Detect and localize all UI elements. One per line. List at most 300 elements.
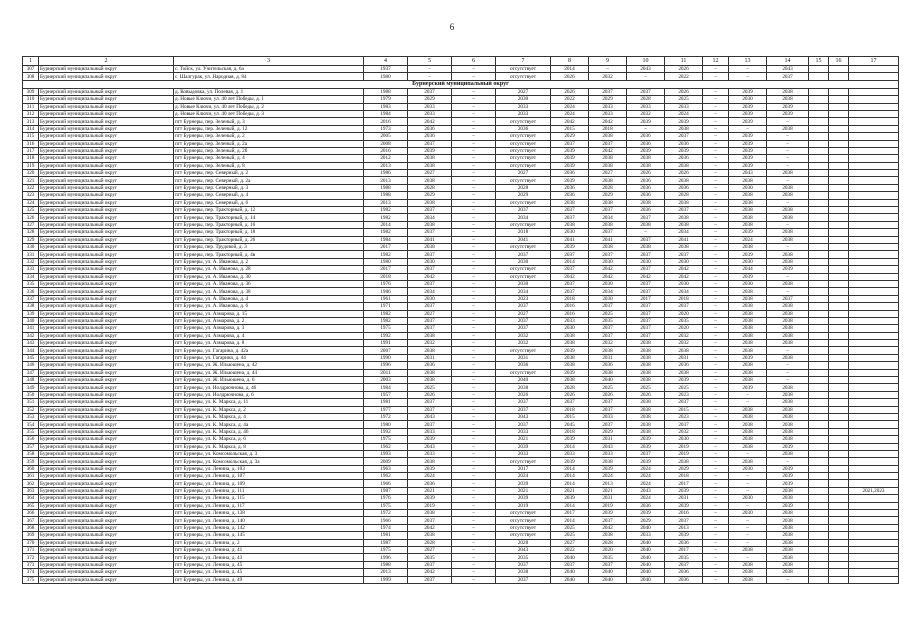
table-cell: 2034 xyxy=(665,288,703,295)
table-row xyxy=(23,88,899,95)
table-cell: 2033 xyxy=(408,103,452,110)
table-cell xyxy=(809,133,829,140)
table-cell: 1966 xyxy=(364,517,408,524)
table-cell: пгт Бурнеры, пер. Северный, д. 2 xyxy=(174,170,364,177)
table-cell xyxy=(809,236,829,243)
table-cell xyxy=(829,354,849,361)
table-row xyxy=(23,133,899,140)
table-cell: 2038 xyxy=(408,532,452,539)
table-cell: – xyxy=(703,340,729,347)
table-cell: 2038 xyxy=(627,340,665,347)
table-cell: 2027 xyxy=(408,170,452,177)
table-cell: 2023 xyxy=(496,295,551,302)
table-cell: Бурнерский муниципальный округ xyxy=(39,184,174,191)
table-cell: 2026 xyxy=(627,391,665,398)
table-cell: 2038 xyxy=(767,524,809,531)
table-cell xyxy=(849,133,899,140)
table-cell xyxy=(829,443,849,450)
table-cell: Бурнерский муниципальный округ xyxy=(39,450,174,457)
table-cell: Бурнерский муниципальный округ xyxy=(39,162,174,169)
table-cell xyxy=(829,450,849,457)
table-cell: 1980 xyxy=(364,73,408,80)
table-cell: 357 xyxy=(23,443,39,450)
table-cell: 2038 xyxy=(627,369,665,376)
table-cell: – xyxy=(703,177,729,184)
table-cell: пгт Бурнеры, ул. Иолдрючнова, д. 46 xyxy=(174,384,364,391)
table-cell: 2038 xyxy=(551,199,589,206)
table-cell: 2031 xyxy=(665,354,703,361)
table-cell: 2028 xyxy=(589,184,627,191)
table-cell xyxy=(809,273,829,280)
table-cell: 2042 xyxy=(408,524,452,531)
table-cell: 2035 xyxy=(496,554,551,561)
table-cell xyxy=(809,162,829,169)
table-cell xyxy=(809,399,829,406)
table-cell: – xyxy=(767,243,809,250)
table-cell: 2034 xyxy=(408,288,452,295)
table-cell: 349 xyxy=(23,384,39,391)
table-cell: 2037 xyxy=(665,517,703,524)
table-cell: – xyxy=(703,170,729,177)
table-cell xyxy=(849,547,899,554)
table-cell: 1992 xyxy=(364,332,408,339)
table-cell xyxy=(809,243,829,250)
table-cell: – xyxy=(452,317,496,324)
table-cell: пгт Бурнеры, ул. Ж. Ильюшена, д. 42 xyxy=(174,362,364,369)
table-cell: 2038 xyxy=(767,207,809,214)
table-row xyxy=(23,510,899,517)
table-cell: 311 xyxy=(23,103,39,110)
table-cell: 2007 xyxy=(364,347,408,354)
table-cell: 2038 xyxy=(729,377,767,384)
table-cell: 2037 xyxy=(665,251,703,258)
table-cell: 2037 xyxy=(551,266,589,273)
table-cell: отсутствует xyxy=(496,221,551,228)
table-cell: 2032 xyxy=(496,340,551,347)
table-cell: – xyxy=(703,258,729,265)
table-cell xyxy=(809,155,829,162)
table-cell: – xyxy=(703,569,729,576)
table-cell: 2037 xyxy=(627,303,665,310)
table-cell: 2031 xyxy=(589,354,627,361)
table-cell: пгт Бурнеры, пер. Тракторный, д. 12 xyxy=(174,207,364,214)
table-cell: 353 xyxy=(23,413,39,420)
table-cell: 2038 xyxy=(589,155,627,162)
table-cell: – xyxy=(703,576,729,583)
table-cell: – xyxy=(452,199,496,206)
table-cell: 2036 xyxy=(665,569,703,576)
table-cell: 2038 xyxy=(408,243,452,250)
table-cell xyxy=(809,207,829,214)
table-cell: 2032 xyxy=(665,340,703,347)
table-cell: пгт Бурнеры, ул. Ленина, д. 109 xyxy=(174,480,364,487)
table-cell: – xyxy=(703,547,729,554)
table-cell: – xyxy=(703,118,729,125)
table-cell: 2037 xyxy=(627,325,665,332)
table-cell xyxy=(809,458,829,465)
table-cell xyxy=(849,214,899,221)
table-cell xyxy=(829,487,849,494)
table-cell: 1996 xyxy=(364,554,408,561)
table-cell xyxy=(849,147,899,154)
table-cell: 2025 xyxy=(551,532,589,539)
table-cell: 363 xyxy=(23,487,39,494)
table-cell: 2037 xyxy=(589,406,627,413)
table-cell xyxy=(849,303,899,310)
table-cell: 2012 xyxy=(364,155,408,162)
table-cell: 2037 xyxy=(408,421,452,428)
table-cell: 2037 xyxy=(627,288,665,295)
table-cell: 2033 xyxy=(589,110,627,117)
table-cell: отсутствует xyxy=(496,118,551,125)
table-row xyxy=(23,384,899,391)
table-cell: 2038 xyxy=(729,214,767,221)
table-cell xyxy=(849,184,899,191)
table-cell: – xyxy=(452,125,496,132)
table-cell: 2039 xyxy=(496,495,551,502)
table-cell: 2037 xyxy=(589,303,627,310)
table-cell: – xyxy=(452,207,496,214)
table-cell: – xyxy=(703,88,729,95)
table-cell: – xyxy=(452,66,496,73)
table-cell: 343 xyxy=(23,340,39,347)
table-cell: 2016 xyxy=(364,147,408,154)
table-cell xyxy=(849,436,899,443)
housing-table xyxy=(22,56,899,584)
table-cell: 2028 xyxy=(627,96,665,103)
header-row xyxy=(23,57,899,66)
table-cell: Бурнерский муниципальный округ xyxy=(39,569,174,576)
table-cell: 2038 xyxy=(589,243,627,250)
table-cell: 2027 xyxy=(408,310,452,317)
table-cell: 318 xyxy=(23,155,39,162)
table-cell: – xyxy=(627,229,665,236)
table-cell xyxy=(849,532,899,539)
table-cell: пгт Бурнеры, ул. Ленина, д. 41 xyxy=(174,547,364,554)
table-cell: пгт Бурнеры, ул. Ленина, д. 117 xyxy=(174,502,364,509)
table-cell: 2033 xyxy=(627,532,665,539)
table-cell: 1990 xyxy=(364,354,408,361)
table-cell xyxy=(829,413,849,420)
table-cell: 2030 xyxy=(589,258,627,265)
table-cell: Бурнерский муниципальный округ xyxy=(39,303,174,310)
table-cell: 1972 xyxy=(364,510,408,517)
table-cell: 2037 xyxy=(665,133,703,140)
table-cell xyxy=(829,155,849,162)
table-cell: 2014 xyxy=(551,473,589,480)
table-row xyxy=(23,258,899,265)
table-cell xyxy=(829,199,849,206)
table-cell: – xyxy=(452,133,496,140)
table-cell: 2038 xyxy=(729,362,767,369)
table-cell: 6 xyxy=(452,57,496,66)
table-cell: 2038 xyxy=(729,436,767,443)
table-cell: 1972 xyxy=(364,413,408,420)
table-cell: 2030 xyxy=(589,295,627,302)
table-row xyxy=(23,288,899,295)
table-cell xyxy=(849,177,899,184)
table-row xyxy=(23,310,899,317)
table-cell: 2037 xyxy=(551,140,589,147)
table-cell xyxy=(829,317,849,324)
table-cell: 2038 xyxy=(729,569,767,576)
table-cell: пгт Бурнеры, ул. Ленина, д. 111 xyxy=(174,487,364,494)
table-cell: – xyxy=(767,458,809,465)
table-cell: – xyxy=(729,399,767,406)
table-cell: пгт Бурнеры, пер. Зеленый, д. 3 xyxy=(174,118,364,125)
table-cell: 2030 xyxy=(665,280,703,287)
table-cell: пгт Бурнеры, ул. Комсомольская, д. 3а xyxy=(174,458,364,465)
table-row xyxy=(23,569,899,576)
table-cell: Бурнерский муниципальный округ xyxy=(39,413,174,420)
table-cell xyxy=(809,443,829,450)
table-cell: 2038 xyxy=(767,569,809,576)
table-cell xyxy=(809,118,829,125)
table-cell: – xyxy=(729,73,767,80)
table-cell: 2040 xyxy=(496,377,551,384)
table-cell: 1962 xyxy=(364,473,408,480)
table-cell: Бурнерский муниципальный округ xyxy=(39,399,174,406)
table-cell xyxy=(849,273,899,280)
table-cell: – xyxy=(589,66,627,73)
table-cell xyxy=(849,362,899,369)
table-cell: 1961 xyxy=(364,295,408,302)
table-cell: – xyxy=(452,428,496,435)
table-cell: 2037 xyxy=(589,399,627,406)
table-cell: 2038 xyxy=(729,340,767,347)
table-cell: 360 xyxy=(23,465,39,472)
table-cell: 2037 xyxy=(589,332,627,339)
table-cell: – xyxy=(703,96,729,103)
table-cell: 2021 xyxy=(551,487,589,494)
table-cell: 2037 xyxy=(551,288,589,295)
table-cell: пгт Бурнеры, ул. К. Маркса, д. 2 xyxy=(174,406,364,413)
table-cell xyxy=(829,406,849,413)
table-cell: Бурнерский муниципальный округ xyxy=(39,547,174,554)
table-cell xyxy=(829,303,849,310)
table-cell: – xyxy=(767,133,809,140)
table-cell: 2030 xyxy=(496,280,551,287)
table-cell xyxy=(829,325,849,332)
table-cell: 2003 xyxy=(364,377,408,384)
table-cell: пгт Бурнеры, ул. Азмарова, д. 4 xyxy=(174,332,364,339)
table-cell: 2038 xyxy=(729,443,767,450)
table-cell: – xyxy=(703,487,729,494)
table-cell: 2038 xyxy=(767,510,809,517)
table-cell xyxy=(849,340,899,347)
table-cell: 2042 xyxy=(589,118,627,125)
table-cell: пгт Бурнеры, ул. Ленина, д. 43 xyxy=(174,554,364,561)
table-cell: 2029 xyxy=(551,133,589,140)
table-cell: 2038 xyxy=(767,96,809,103)
table-cell: 326 xyxy=(23,214,39,221)
table-cell: – xyxy=(408,73,452,80)
table-cell: пгт Бурнеры, ул. А. Иванова, д. 4 xyxy=(174,295,364,302)
table-cell: – xyxy=(703,561,729,568)
table-cell: 2018 xyxy=(496,229,551,236)
table-cell: пгт Бурнеры, ул. Азмарова, д. 15 xyxy=(174,310,364,317)
table-cell: Бурнерский муниципальный округ xyxy=(39,325,174,332)
table-cell: 2032 xyxy=(665,332,703,339)
table-cell: 2033 xyxy=(627,103,665,110)
table-cell: 2038 xyxy=(767,547,809,554)
table-cell: пгт Бурнеры, пер. Тракторный, д. 14 xyxy=(174,214,364,221)
table-cell: 2009 xyxy=(364,458,408,465)
table-cell: 1984 xyxy=(364,236,408,243)
table-cell: 2038 xyxy=(767,192,809,199)
table-cell: – xyxy=(767,362,809,369)
table-cell: 2036 xyxy=(408,480,452,487)
table-cell: 13 xyxy=(729,57,767,66)
table-cell: 2037 xyxy=(408,229,452,236)
table-cell: 2018 xyxy=(589,125,627,132)
table-cell: 2017 xyxy=(551,510,589,517)
table-cell: пгт Бурнеры, пер. Северный, д. 3 xyxy=(174,184,364,191)
table-cell xyxy=(849,325,899,332)
table-cell xyxy=(809,421,829,428)
table-cell: 2023 xyxy=(665,413,703,420)
table-cell: 11 xyxy=(665,57,703,66)
table-cell: – xyxy=(452,443,496,450)
table-cell xyxy=(849,110,899,117)
table-cell: – xyxy=(767,273,809,280)
table-cell xyxy=(849,465,899,472)
table-cell: 2030 xyxy=(665,436,703,443)
table-cell: 1981 xyxy=(364,532,408,539)
table-cell: 2039 xyxy=(767,110,809,117)
table-row xyxy=(23,266,899,273)
table-cell: 2019 xyxy=(665,443,703,450)
table-cell: 2038 xyxy=(627,377,665,384)
table-cell: 10 xyxy=(627,57,665,66)
table-cell: 2037 xyxy=(496,406,551,413)
table-cell: 2027 xyxy=(408,547,452,554)
table-row xyxy=(23,332,899,339)
table-cell: 2039 xyxy=(729,110,767,117)
table-cell: 1984 xyxy=(364,384,408,391)
table-cell: 2034 xyxy=(589,288,627,295)
table-cell: – xyxy=(703,295,729,302)
table-cell: 2029 xyxy=(496,192,551,199)
table-cell: – xyxy=(703,162,729,169)
table-cell: 2020 xyxy=(665,325,703,332)
table-cell: – xyxy=(703,495,729,502)
table-cell: 2037 xyxy=(496,399,551,406)
table-cell: 2039 xyxy=(627,147,665,154)
table-cell: – xyxy=(452,413,496,420)
table-row xyxy=(23,458,899,465)
table-cell: 2038 xyxy=(767,532,809,539)
table-cell xyxy=(849,539,899,546)
table-cell: 2037 xyxy=(551,207,589,214)
table-cell: 2036 xyxy=(627,502,665,509)
table-cell: 2043 xyxy=(496,413,551,420)
table-cell: пгт Бурнеры, ул. Комсомольская, д. 3 xyxy=(174,450,364,457)
table-cell: д. Ковыдовка, ул. Полевая, д. 1 xyxy=(174,88,364,95)
table-cell xyxy=(849,421,899,428)
table-cell: – xyxy=(452,155,496,162)
table-row xyxy=(23,495,899,502)
table-cell xyxy=(809,384,829,391)
table-cell: – xyxy=(767,162,809,169)
table-row xyxy=(23,413,899,420)
table-cell: 2040 xyxy=(589,576,627,583)
table-cell: 2014 xyxy=(364,221,408,228)
table-cell: 1974 xyxy=(364,524,408,531)
table-row xyxy=(23,443,899,450)
table-cell: Бурнерский муниципальный округ xyxy=(39,340,174,347)
table-cell: 2008 xyxy=(364,140,408,147)
table-cell: 2026 xyxy=(551,73,589,80)
table-cell xyxy=(809,547,829,554)
table-cell: 2038 xyxy=(767,251,809,258)
table-cell: – xyxy=(452,384,496,391)
table-cell xyxy=(829,561,849,568)
table-cell: 347 xyxy=(23,369,39,376)
table-cell: Бурнерский муниципальный округ xyxy=(39,295,174,302)
table-cell: 344 xyxy=(23,347,39,354)
table-cell: 2033 xyxy=(665,103,703,110)
table-cell: – xyxy=(703,317,729,324)
table-cell: 2038 xyxy=(665,125,703,132)
table-row xyxy=(23,243,899,250)
table-cell xyxy=(809,295,829,302)
table-cell: 2038 xyxy=(589,458,627,465)
table-cell: 2026 xyxy=(589,391,627,398)
table-cell: – xyxy=(452,532,496,539)
table-cell: 2039 xyxy=(729,162,767,169)
table-cell xyxy=(809,377,829,384)
table-cell: пгт Бурнеры, ул. К. Маркса, д. 4 xyxy=(174,413,364,420)
table-cell: отсутствует xyxy=(496,458,551,465)
table-cell: 2038 xyxy=(767,170,809,177)
table-cell: 2043 xyxy=(627,66,665,73)
table-cell: – xyxy=(703,458,729,465)
table-cell: 2016 xyxy=(364,118,408,125)
table-cell: 2041 xyxy=(665,236,703,243)
table-cell xyxy=(809,73,829,80)
table-cell: 2030 xyxy=(729,96,767,103)
table-cell xyxy=(849,473,899,480)
table-cell: 2039 xyxy=(767,103,809,110)
table-row xyxy=(23,236,899,243)
table-cell: – xyxy=(703,517,729,524)
table-cell: 2038 xyxy=(408,177,452,184)
table-cell: 2033 xyxy=(551,317,589,324)
table-cell: Бурнерский муниципальный округ xyxy=(39,510,174,517)
table-cell: 2037 xyxy=(408,207,452,214)
table-cell: 1963 xyxy=(364,465,408,472)
table-cell: Бурнерский муниципальный округ xyxy=(39,66,174,73)
table-cell: Бурнерский муниципальный округ xyxy=(39,561,174,568)
table-cell: пгт Бурнеры, ул. А. Иванова, д. 2 xyxy=(174,258,364,265)
table-cell: – xyxy=(452,266,496,273)
table-cell: 2038 xyxy=(729,310,767,317)
table-cell: 2039 xyxy=(551,495,589,502)
table-cell: 2037 xyxy=(627,280,665,287)
table-row xyxy=(23,317,899,324)
table-cell xyxy=(849,140,899,147)
table-cell: 2038 xyxy=(665,177,703,184)
table-cell xyxy=(809,369,829,376)
table-cell: 14 xyxy=(767,57,809,66)
table-cell xyxy=(829,421,849,428)
table-cell: 2018 xyxy=(364,273,408,280)
table-cell: 2041 xyxy=(408,236,452,243)
table-cell: отсутствует xyxy=(496,347,551,354)
table-cell: 2037 xyxy=(408,317,452,324)
table-cell: 1981 xyxy=(364,399,408,406)
